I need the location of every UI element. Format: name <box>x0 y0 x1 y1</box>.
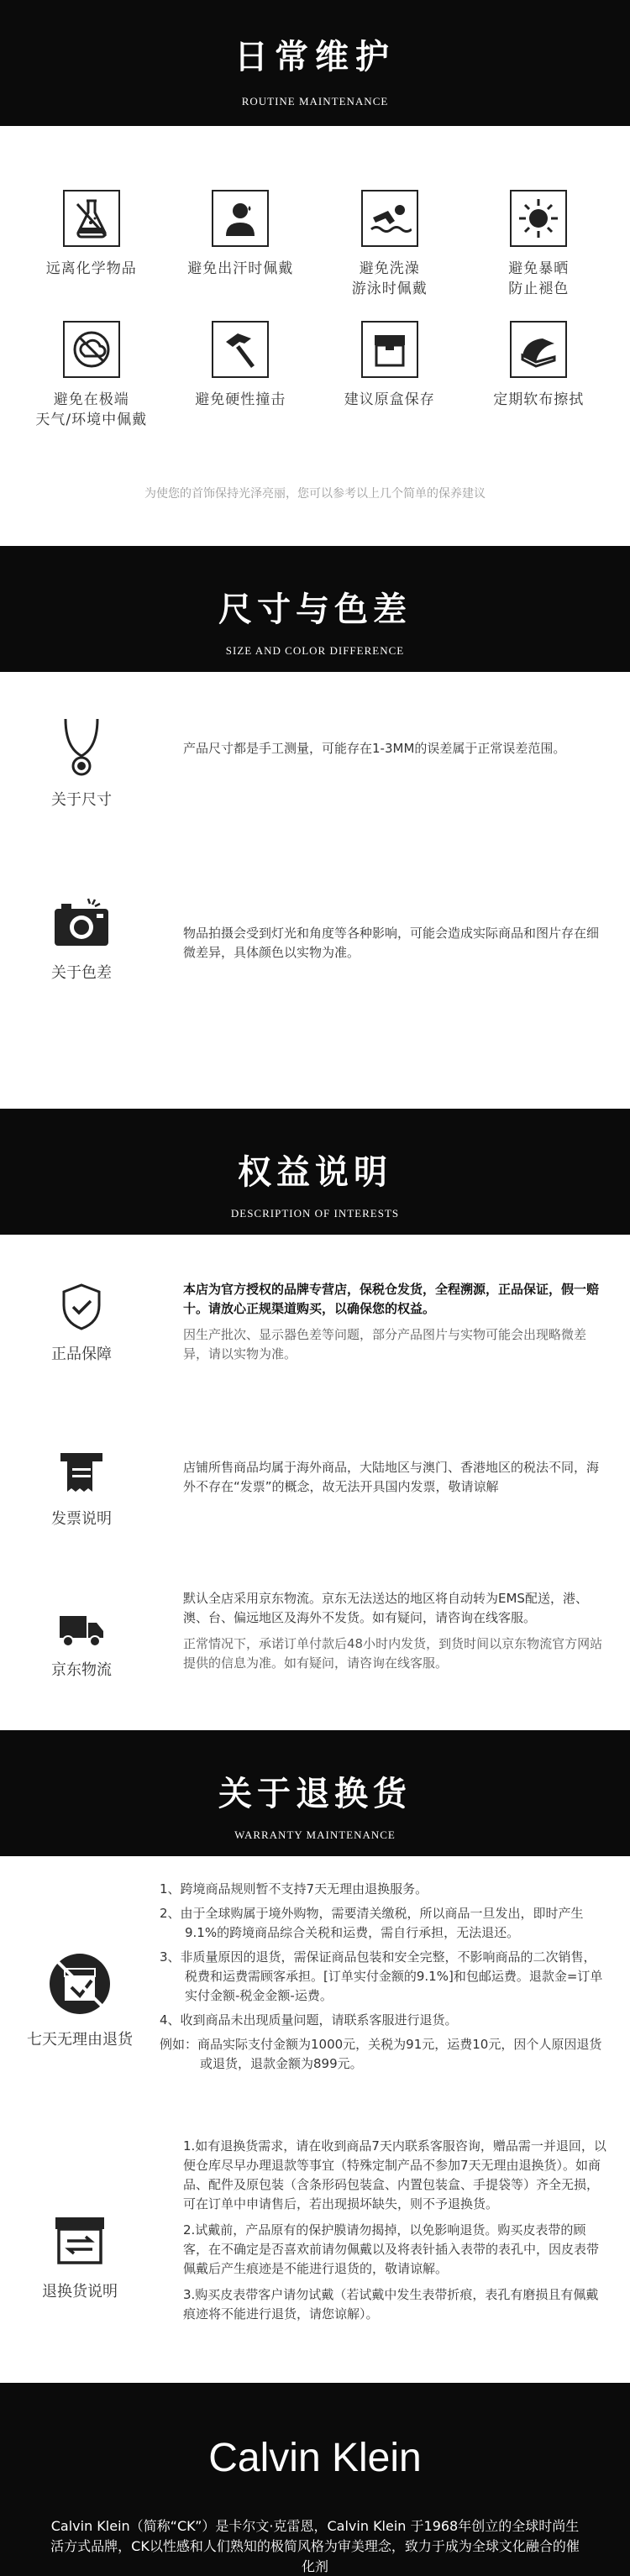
routine-item-label: 避免出汗时佩戴 <box>187 260 294 277</box>
brand-description: Calvin Klein（简称“CK”）是卡尔文·克雷恩，Calvin Klein 于1968年创立的全球时尚生活方式品牌，CK以性感和人们熟知的极简风格为审美理念，致力于成为全球文化融合的催化剂 <box>50 2518 580 2574</box>
quality-text: 本店为官方授权的品牌专营店，保税仓发货，全程溯源，正品保证，假一赔十。请放心正规渠道购买，以确保您的权益。 因生产批次、显示器色差等问题，部分产品图片与实物可能会出现略微差异，请以实物为准。 <box>183 1282 600 1361</box>
routine-item-label: 避免洗澡 游泳时佩戴 <box>351 260 428 297</box>
routine-item <box>315 321 465 430</box>
no-return-icon <box>46 1950 113 2017</box>
routine-item <box>465 321 614 430</box>
swimmer-icon <box>361 190 418 247</box>
size-text: 产品尺寸都是手工测量，可能存在1-3MM的误差属于正常误差范围。 <box>183 741 566 756</box>
size-label: 关于尺寸 <box>51 791 112 809</box>
routine-item <box>17 321 166 430</box>
warranty-title: 关于退换货 <box>218 1774 412 1813</box>
example-item: 例如：商品实际支付金额为1000元，关税为91元，运费10元，因个人原因退货或退货，退款金额为899元。 <box>160 2037 602 2071</box>
brand-footer <box>0 2383 630 2576</box>
interests-section <box>0 1235 630 1730</box>
warranty-section <box>0 1856 630 2383</box>
routine-section <box>0 126 630 546</box>
routine-item <box>315 190 465 299</box>
routine-icon-grid <box>0 126 630 430</box>
box-icon <box>361 321 418 378</box>
exchange-box-icon <box>50 2211 109 2269</box>
list-item: 4、收到商品未出现质量问题，请联系客服进行退货。 <box>160 2012 458 2028</box>
exchange-block <box>17 2211 143 2301</box>
interests-header <box>0 1109 630 1235</box>
routine-item <box>166 190 316 299</box>
exchange-label: 退换货说明 <box>42 2283 118 2301</box>
shield-check-icon <box>59 1282 104 1332</box>
sun-icon <box>510 190 567 247</box>
routine-item <box>166 321 316 430</box>
routine-subtitle: ROUTINE MAINTENANCE <box>241 95 389 108</box>
color-text: 物品拍摄会受到灯光和角度等各种影响，可能会造成实际商品和图片存在细微差异，具体颜色以实物为准。 <box>183 926 600 960</box>
routine-item-label: 避免暴晒 防止褪色 <box>508 260 570 297</box>
logistics-block <box>44 1609 119 1680</box>
cloth-icon <box>510 321 567 378</box>
routine-title: 日常维护 <box>234 37 396 76</box>
routine-item-label: 避免在极端 天气/环境中佩戴 <box>35 391 148 428</box>
no-reason-block <box>17 1950 143 2049</box>
logistics-text: 默认全店采用京东物流。京东无法送达的地区将自动转为EMS配送，港、澳、台、偏远地区及海外不发货。如有疑问，请咨询在线客服。 正常情况下，承诺订单付款后48小时内发货，到货时间以京东物流官方网站提供的信息为准。如有疑问，请咨询在线客服。 <box>183 1591 603 1671</box>
interests-subtitle: DESCRIPTION OF INTERESTS <box>230 1207 400 1220</box>
hammer-icon <box>212 321 269 378</box>
list-item: 1、跨境商品规则暂不支持7天无理由退换服务。 <box>160 1881 428 1897</box>
routine-item-label: 建议原盒保存 <box>344 391 435 408</box>
sweating-person-icon <box>212 190 269 247</box>
size-color-section <box>0 672 630 1109</box>
camera-icon <box>51 897 112 951</box>
flask-chemical-icon <box>63 190 120 247</box>
no-reason-list <box>160 1880 605 2074</box>
logistics-label: 京东物流 <box>51 1661 112 1679</box>
weather-icon <box>63 321 120 378</box>
routine-header <box>0 0 630 126</box>
size-color-subtitle: SIZE AND COLOR DIFFERENCE <box>225 644 405 657</box>
invoice-text: 店铺所售商品均属于海外商品，大陆地区与澳门、香港地区的税法不同，海外不存在“发票”的概念，故无法开具国内发票，敬请谅解 <box>183 1460 600 1494</box>
interests-title: 权益说明 <box>238 1152 392 1192</box>
receipt-icon <box>57 1448 106 1497</box>
routine-item-label: 定期软布擦拭 <box>493 391 585 408</box>
no-reason-label: 七天无理由退货 <box>27 2031 133 2049</box>
warranty-header <box>0 1730 630 1856</box>
invoice-block <box>44 1448 119 1529</box>
necklace-icon <box>59 716 104 778</box>
routine-note: 为使您的首饰保持光泽亮丽，您可以参考以上几个简单的保养建议 <box>144 487 486 501</box>
truck-icon <box>56 1609 107 1648</box>
exchange-text: 1.如有退换货需求，请在收到商品7天内联系客服咨询，赠品需一并退回，以便仓库尽早办理退款等事宜（特殊定制产品不参加7天无理由退换货）。如商品、配件及原包装（含条形码包装盒、内置包装盒、手提袋等）齐全无损，可在订单中申请售后，若出现损坏缺失，则不予退换货。 2.试戴前，产品原有的保护膜请勿揭掉，以免影响退货。购买皮表带的顾客，在不确定是否喜欢前请勿佩戴以及将表针插入表带的表孔中，因皮表带佩戴后产生痕迹是不能进行退货的，敬请谅解。 3.购买皮表带客户请勿试戴（若试戴中发生表带折痕，表孔有磨损且有佩戴痕迹将不能进行退货，请您谅解）。 <box>183 2138 606 2322</box>
no-reason-text <box>160 1880 605 2079</box>
size-color-title: 尺寸与色差 <box>218 590 412 629</box>
brand-logo: Calvin Klein <box>208 2436 422 2480</box>
color-label: 关于色差 <box>51 964 112 982</box>
size-block <box>44 716 119 810</box>
invoice-label: 发票说明 <box>51 1510 112 1528</box>
list-item: 2、由于全球购属于境外购物，需要清关缴税，所以商品一旦发出，即时产生9.1%的跨境商品综合关税和运费，需自行承担，无法退还。 <box>160 1906 584 1940</box>
routine-item-label: 避免硬性撞击 <box>195 391 286 408</box>
routine-item <box>17 190 166 299</box>
color-block <box>44 897 119 983</box>
list-item: 3、非质量原因的退货，需保证商品包装和安全完整，不影响商品的二次销售，税费和运费需顾客承担。[订单实付金额的9.1%]和包邮运费。退款金=订单实付金额-税金金额-运费。 <box>160 1949 603 2003</box>
quality-label: 正品保障 <box>51 1346 112 1363</box>
routine-item <box>465 190 614 299</box>
routine-item-label: 远离化学物品 <box>45 260 137 277</box>
warranty-subtitle: WARRANTY MAINTENANCE <box>234 1828 396 1841</box>
size-color-header <box>0 546 630 672</box>
quality-block <box>44 1282 119 1364</box>
